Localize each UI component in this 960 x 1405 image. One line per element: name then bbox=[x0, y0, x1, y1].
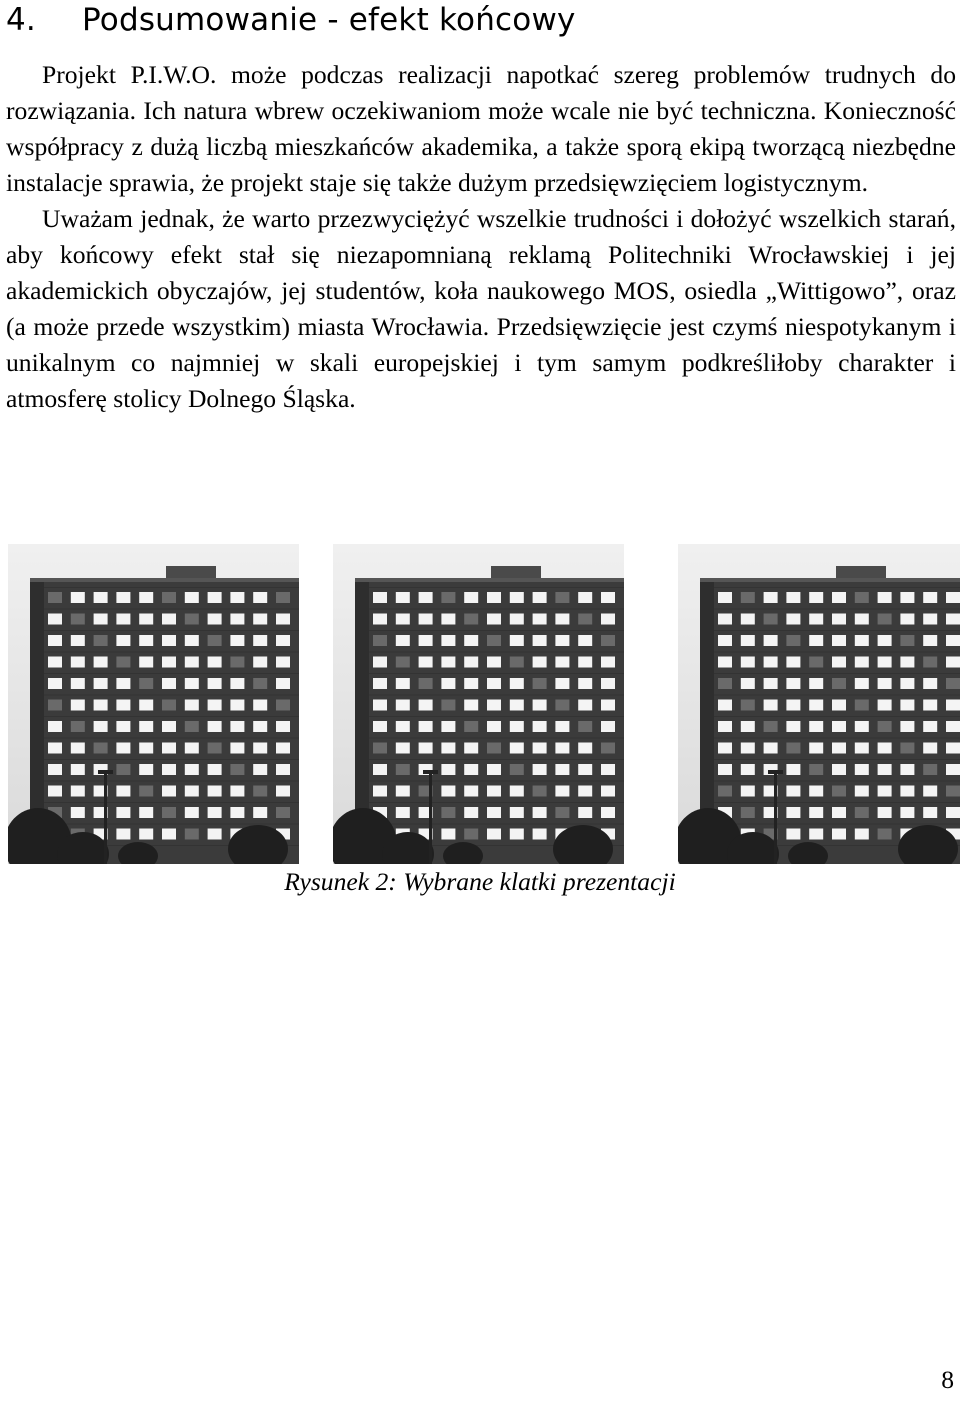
figure-frames bbox=[8, 544, 954, 864]
page-number: 8 bbox=[941, 1365, 954, 1394]
building-photo bbox=[8, 544, 299, 864]
building-photo bbox=[678, 544, 960, 864]
paragraph-2: Uważam jednak, że warto przezwyciężyć wszelkie trudności i dołożyć wszelkich starań, aby końcowy efekt stał się niezapomnianą reklamą Politechniki Wrocławskiej i jej akademickich obyczajów, jej studentów, koła naukowego MOS, osiedla „Wittigowo”, oraz (a może przede wszystkim) miasta Wrocławia. Przedsięwzięcie jest czymś niespotykanym i unikalnym co najmniej w skali europejskiej i tym samym podkreśliłoby charakter i atmosferę stolicy Dolnego Śląska. bbox=[6, 204, 956, 413]
presentation-frame-1 bbox=[8, 544, 299, 864]
body-text bbox=[6, 57, 956, 417]
section-number: 4. bbox=[6, 2, 36, 38]
figure-caption: Rysunek 2: Wybrane klatki prezentacji bbox=[284, 867, 676, 896]
presentation-frame-3 bbox=[678, 544, 960, 864]
presentation-frame-2 bbox=[333, 544, 624, 864]
paragraph-1: Projekt P.I.W.O. może podczas realizacji napotkać szereg problemów trudnych do rozwiązania. Ich natura wbrew oczekiwaniom może wcale nie być techniczna. Konieczność współpracy z dużą liczbą mieszkańców akademika, a także sporą ekipą tworzącą niezbędne instalacje sprawia, że projekt staje się także dużym przedsięwzięciem logistycznym. bbox=[6, 60, 956, 197]
section-heading bbox=[6, 0, 576, 40]
building-photo bbox=[333, 544, 624, 864]
section-title: Podsumowanie - efekt końcowy bbox=[82, 2, 576, 38]
